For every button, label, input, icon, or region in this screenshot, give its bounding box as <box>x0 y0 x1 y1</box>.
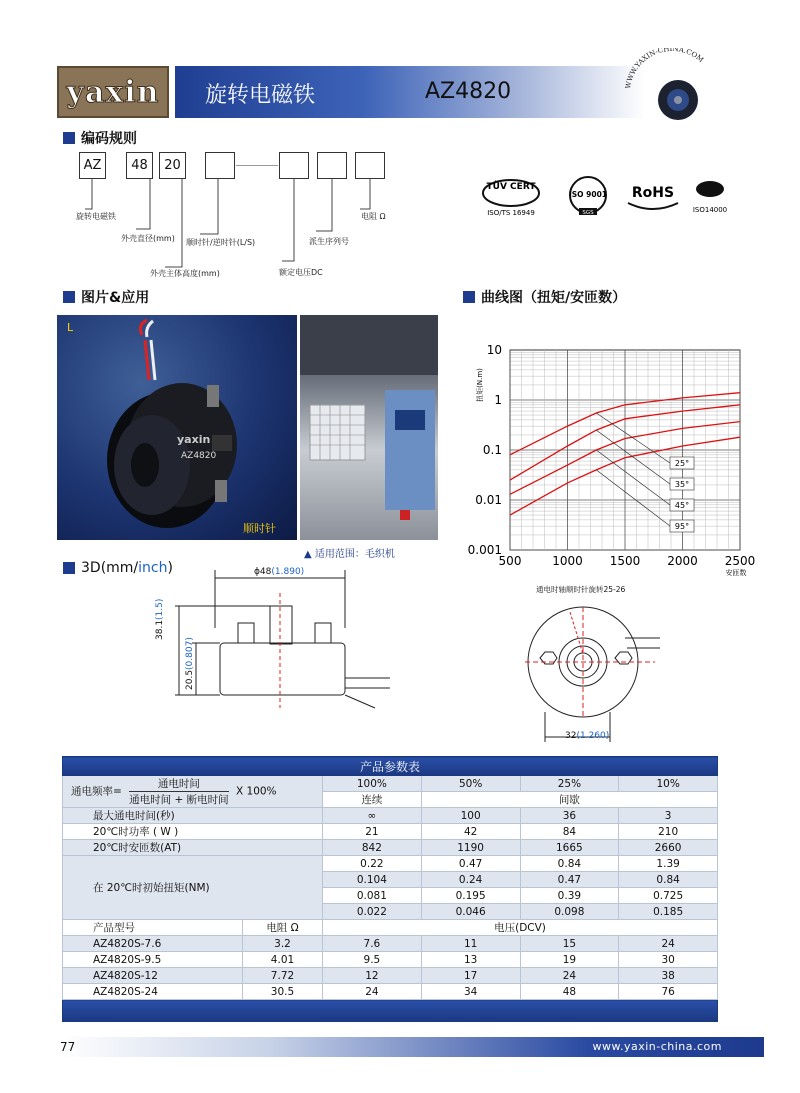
dim-heading: 3D(mm/inch) <box>63 560 173 576</box>
code-box-series <box>317 152 347 179</box>
legend-label: 95° <box>674 522 690 531</box>
product-photo <box>57 315 297 540</box>
dim-diameter: ϕ48(1.890) <box>254 567 305 577</box>
application-note: ▲ 适用范围：毛织机 <box>304 549 395 560</box>
model-name: AZ4820 <box>425 79 512 104</box>
table-row: 0.104 0.24 0.47 0.84 <box>63 872 718 888</box>
x-tick-label: 2500 <box>724 554 756 568</box>
table-title: 产品参数表 <box>63 757 718 776</box>
footer-bar <box>60 1037 764 1057</box>
photo-brand: yaxin <box>177 433 211 446</box>
parameter-table <box>62 756 718 1022</box>
table-footer-bar <box>63 1000 718 1022</box>
mode-cell: 连续 <box>323 792 422 808</box>
front-view-drawing <box>515 592 665 747</box>
y-tick-label: 0.1 <box>482 443 502 457</box>
photo-label: L <box>67 321 74 334</box>
duty-cell: 50% <box>421 776 520 792</box>
label-direction: 顺时针/逆时针(L/S) <box>186 238 256 247</box>
svg-text:WWW.YAXIN-CHINA.COM: WWW.YAXIN-CHINA.COM <box>624 48 705 90</box>
code-box-prefix: AZ <box>79 152 106 179</box>
duty-cell: 25% <box>520 776 619 792</box>
svg-text:ISO/TS 16949: ISO/TS 16949 <box>487 209 535 217</box>
table-row: 0.081 0.195 0.39 0.725 <box>63 888 718 904</box>
x-tick-label: 1500 <box>609 554 641 568</box>
freq-formula: 通电频率= 通电时间 通电时间 + 断电时间 X 100% <box>63 776 323 808</box>
y-tick-label: 0.01 <box>475 493 502 507</box>
application-photo <box>300 315 438 540</box>
table-row: 20℃时安匝数(AT) 842 1190 1665 2660 <box>63 840 718 856</box>
page-number: 77 <box>60 1040 76 1054</box>
yaxin-logo: yaxin <box>57 66 169 118</box>
x-tick-label: 1000 <box>552 554 583 568</box>
footer-url: www.yaxin-china.com <box>592 1040 722 1053</box>
label-type: 旋转电磁铁 <box>76 212 116 221</box>
x-tick-label: 500 <box>498 554 522 568</box>
coding-heading: 编码规则 <box>63 128 137 148</box>
dim-height-body: 20.5(0.807) <box>185 637 195 690</box>
dim-height-total: 38.1(1.5) <box>155 598 165 640</box>
table-row: AZ4820S-9.5 4.01 9.5 13 19 30 <box>63 952 718 968</box>
svg-text:ISO 9001: ISO 9001 <box>568 190 608 199</box>
y-axis-label: 扭矩(N.m) <box>476 368 484 402</box>
certification-logos <box>478 175 738 220</box>
tuv-cert-icon <box>483 180 539 217</box>
label-diameter: 外壳直径(mm) <box>121 234 175 243</box>
legend-label: 35° <box>674 480 690 489</box>
y-tick-label: 1 <box>494 393 502 407</box>
table-row: 在 20℃时初始扭矩(NM) 0.22 0.47 0.84 1.39 <box>63 856 718 872</box>
legend-label: 45° <box>674 501 690 510</box>
table-row: 最大通电时间(秒) ∞ 100 36 3 <box>63 808 718 824</box>
table-row: AZ4820S-7.6 3.2 7.6 11 15 24 <box>63 936 718 952</box>
code-box-voltage <box>279 152 309 179</box>
photo-heading: 图片&应用 <box>63 287 149 307</box>
code-box-height: 20 <box>159 152 186 179</box>
photo-model: AZ4820 <box>181 451 217 461</box>
code-box-diameter: 48 <box>126 152 153 179</box>
table-row: 0.022 0.046 0.098 0.185 <box>63 904 718 920</box>
duty-cell: 10% <box>619 776 718 792</box>
iso9001-icon <box>569 177 607 216</box>
label-height: 外壳主体高度(mm) <box>150 269 220 278</box>
torque-chart <box>460 335 760 585</box>
rohs-icon <box>628 185 678 209</box>
title-banner <box>175 66 645 118</box>
y-tick-label: 10 <box>486 343 502 357</box>
code-box-resistance <box>355 152 385 179</box>
svg-text:SGS: SGS <box>582 210 594 216</box>
side-view-drawing <box>160 568 400 718</box>
y-tick-label: 0.001 <box>467 543 502 557</box>
rotation-note: 通电时轴顺时针旋转25-26 <box>536 585 626 594</box>
table-row: 产品型号 电阻 Ω 电压(DCV) <box>63 920 718 936</box>
svg-text:ISO14000: ISO14000 <box>692 206 728 214</box>
code-box-direction <box>205 152 235 179</box>
curve-heading: 曲线图（扭矩/安匝数） <box>463 287 626 307</box>
svg-text:RoHS: RoHS <box>631 185 675 201</box>
label-series: 派生序列号 <box>309 237 349 246</box>
svg-text:TÜV CERT: TÜV CERT <box>486 182 536 192</box>
page-title: 旋转电磁铁 <box>205 83 316 108</box>
table-row: 20℃时功率 ( W ) 21 42 84 210 <box>63 824 718 840</box>
dim-width: 32(1.260) <box>565 731 610 741</box>
label-resistance: 电阻 Ω <box>361 212 386 221</box>
table-row: AZ4820S-12 7.72 12 17 24 38 <box>63 968 718 984</box>
x-axis-label: 安匝数 <box>725 569 747 577</box>
mode-cell: 间歇 <box>421 792 717 808</box>
x-tick-label: 2000 <box>667 554 698 568</box>
label-voltage: 额定电压DC <box>279 268 323 277</box>
code-dash <box>236 165 278 166</box>
duty-cell: 100% <box>323 776 422 792</box>
product-badge <box>620 48 720 128</box>
iso14000-icon <box>693 181 727 214</box>
rotation-label: 顺时针 <box>243 522 276 535</box>
legend-label: 25° <box>674 459 690 468</box>
table-row: AZ4820S-24 30.5 24 34 48 76 <box>63 984 718 1000</box>
code-leader-lines <box>70 179 390 275</box>
